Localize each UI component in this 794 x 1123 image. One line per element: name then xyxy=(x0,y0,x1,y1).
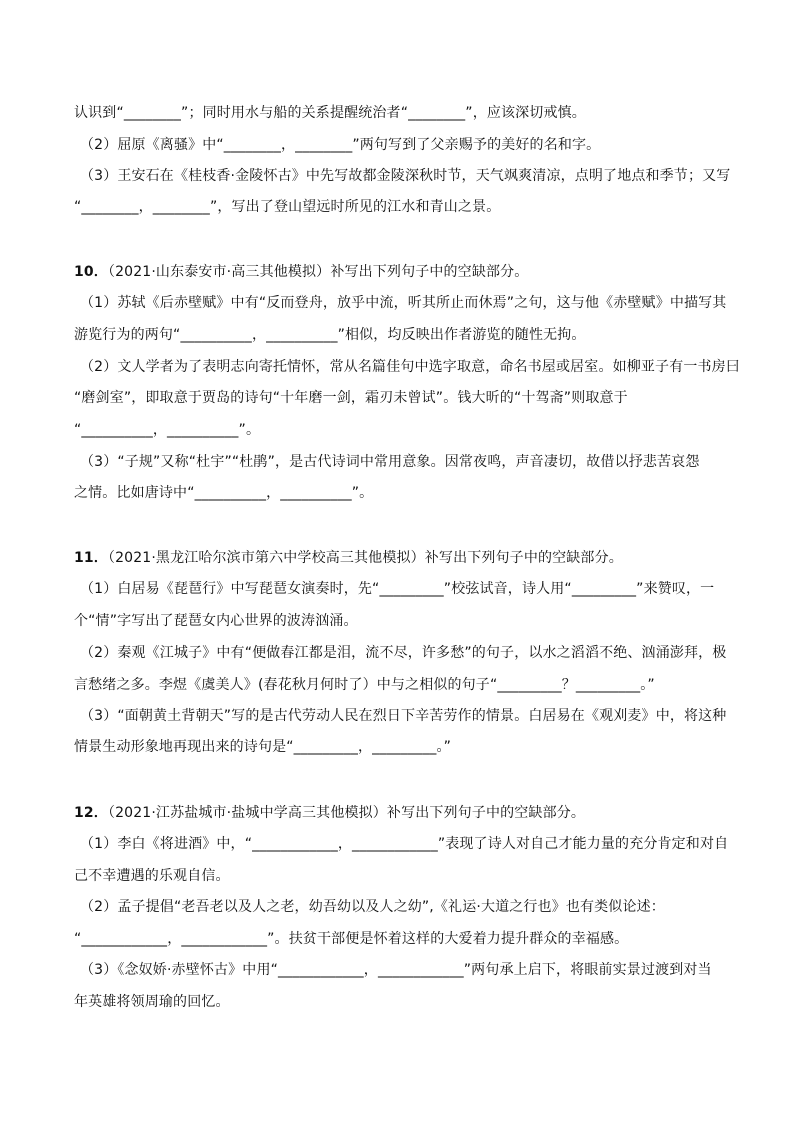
q10-part-2-line-3: “__________，__________”。 xyxy=(74,422,261,438)
q10-instruction: 补写出下列句子中的空缺部分。 xyxy=(330,264,529,280)
q11-part-3-line-2: 情景生动形象地再现出来的诗句是“_________，_________。” xyxy=(74,739,452,755)
q11-number: 11． xyxy=(74,550,108,566)
q9-part-3-line-2: “________，________”，写出了登山望远时所见的江水和青山之景。 xyxy=(74,199,501,215)
q9-part-2: （2）屈原《离骚》中“________，________”两句写到了父亲赐予的美好的名和字。 xyxy=(80,137,601,153)
q10-source: （2021·山东泰安市·高三其他模拟） xyxy=(107,264,331,280)
q12-part-1-line-1: （1）李白《将进酒》中，“____________，____________”表现了诗人对自己才能力量的充分肯定和对自 xyxy=(80,836,729,852)
q12-part-3-line-2: 年英雄将领周瑜的回忆。 xyxy=(74,994,230,1010)
q10-number: 10． xyxy=(74,264,108,280)
q11-part-3-line-1: （3）“面朝黄土背朝天”写的是古代劳动人民在烈日下辛苦劳作的情景。白居易在《观刈麦》中，将这种 xyxy=(80,708,727,724)
q10-header xyxy=(74,262,734,282)
q10-part-3-line-2: 之情。比如唐诗中“__________，__________”。 xyxy=(74,485,374,501)
q10-part-3-line-1: （3）“子规”又称“杜宇”“杜鹃”，是古代诗词中常用意象。因常夜鸣，声音凄切，故借以抒悲苦哀怨 xyxy=(80,454,700,470)
q11-header xyxy=(74,548,734,568)
q12-part-3-line-1: （3）《念奴娇·赤壁怀古》中用“____________，____________”两句承上启下，将眼前实景过渡到对当 xyxy=(80,962,712,978)
q12-part-2-line-2: “____________，____________”。扶贫干部便是怀着这样的大爱着力提升群众的幸福感。 xyxy=(74,931,629,947)
q10-part-1-line-1: （1）苏轼《后赤壁赋》中有“反而登舟，放乎中流，听其所止而休焉”之句，这与他《赤壁赋》中描写其 xyxy=(80,295,727,311)
q10-part-1-line-2: 游览行为的两句“__________，__________”相似，均反映出作者游览的随性无拘。 xyxy=(74,327,586,343)
q9-part-3-line-1: （3）王安石在《桂枝香·金陵怀古》中先写故都金陵深秋时节，天气飒爽清凉，点明了地点和季节；又写 xyxy=(80,168,731,184)
q10-part-2-line-2: “磨剑室”，即取意于贾岛的诗句“十年磨一剑，霜刃未曾试”。钱大昕的“十驾斋”则取意于 xyxy=(74,390,628,406)
q12-part-1-line-2: 己不幸遭遇的乐观自信。 xyxy=(74,868,230,884)
q12-header xyxy=(74,803,734,823)
q11-part-2-line-2: 言愁绪之多。李煜《虞美人》(春花秋月何时了）中与之相似的句子“_________？_________。” xyxy=(74,677,655,693)
q11-part-2-line-1: （2）秦观《江城子》中有“便做春江都是泪，流不尽，许多愁”的句子，以水之滔滔不绝、汹涌澎拜，极 xyxy=(80,645,727,661)
q11-part-1-line-1: （1）白居易《琵琶行》中写琵琶女演奏时，先“_________”校弦试音，诗人用“_________”来赞叹，一 xyxy=(80,581,715,597)
q9-text-line-1: 认识到“________”；同时用水与船的关系提醒统治者“________”，应该深切戒慎。 xyxy=(74,105,586,121)
q10-part-2-line-1: （2）文人学者为了表明志向寄托情怀，常从名篇佳句中选字取意，命名书屋或居室。如柳亚子有一书房曰 xyxy=(80,359,740,375)
q11-instruction: 补写出下列句子中的空缺部分。 xyxy=(424,550,623,566)
q12-source: （2021·江苏盐城市·盐城中学高三其他模拟） xyxy=(107,805,387,821)
q11-source: （2021·黑龙江哈尔滨市第六中学校高三其他模拟） xyxy=(107,550,425,566)
q12-part-2-line-1: （2）孟子提倡“老吾老以及人之老，幼吾幼以及人之幼”,《礼运·大道之行也》也有类似论述： xyxy=(80,899,665,915)
q11-part-1-line-2: 个“情”字写出了琵琶女内心世界的波涛汹涌。 xyxy=(74,613,358,629)
q12-instruction: 补写出下列句子中的空缺部分。 xyxy=(386,805,586,821)
q12-number: 12． xyxy=(74,805,108,821)
